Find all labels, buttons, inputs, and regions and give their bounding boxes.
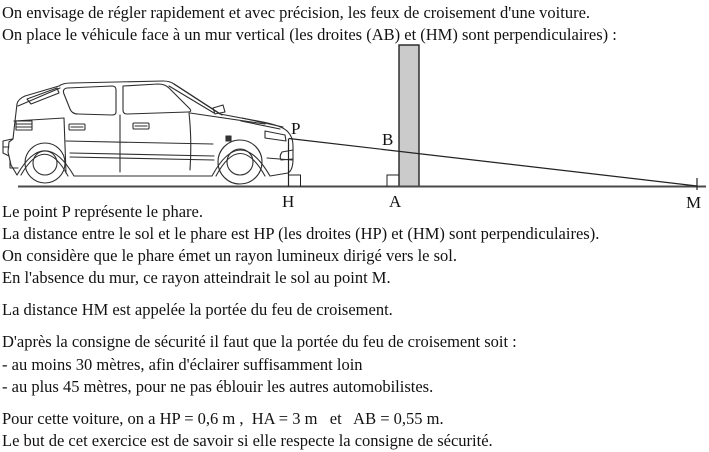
text-au-moins-30: - au moins 30 mètres, afin d'éclairer suffisamment loin xyxy=(2,355,363,374)
car-illustration xyxy=(3,81,293,184)
text-but-exercice: Le but de cet exercice est de savoir si elle respecte la consigne de sécurité. xyxy=(2,431,493,450)
point-label-m: M xyxy=(686,193,702,212)
light-ray-line xyxy=(289,139,697,187)
lower-crease-line1 xyxy=(70,153,214,156)
text-absence-mur: En l'absence du mur, ce rayon atteindrait le sol au point M. xyxy=(2,268,391,287)
intro-line-1: On envisage de régler rapidement et avec précision, les feux de croisement d'une voiture. xyxy=(2,3,591,22)
point-label-a: A xyxy=(389,192,402,211)
lower-crease-line2 xyxy=(70,157,214,160)
front-door-seam xyxy=(189,113,191,170)
point-label-b: B xyxy=(382,130,394,149)
tail-light xyxy=(16,121,32,130)
side-indicator xyxy=(226,136,231,141)
text-au-plus-45: - au plus 45 mètres, pour ne pas éblouir les autres automobilistes. xyxy=(2,377,434,396)
wall xyxy=(399,45,419,187)
windshield-inner-line xyxy=(169,86,214,113)
text-distance-hp: La distance entre le sol et le phare est HP (les droites (HP) et (HM) sont perpendiculaires). xyxy=(2,224,600,243)
intro-line-2: On place le véhicule face à un mur vertical (les droites (AB) et (HM) sont perpendiculaires) : xyxy=(2,25,617,44)
rear-bumper xyxy=(3,139,12,156)
right-angle-mark-h xyxy=(289,175,301,187)
belt-line-front xyxy=(190,113,265,124)
text-valeurs: Pour cette voiture, on a HP = 0,6 m , HA = 3 m et AB = 0,55 m. xyxy=(2,409,444,428)
text-consigne: D'après la consigne de sécurité il faut que la portée du feu de croisement soit : xyxy=(2,332,517,351)
side-mirror xyxy=(213,105,225,114)
text-portee: La distance HM est appelée la portée du feu de croisement. xyxy=(2,300,393,319)
front-wheel-arch xyxy=(216,154,265,177)
figure-geometry xyxy=(18,45,706,212)
rear-door-window xyxy=(63,86,116,115)
right-angle-mark-a xyxy=(387,175,399,187)
front-bumper-lines xyxy=(280,150,293,160)
text-point-p: Le point P représente le phare. xyxy=(2,202,203,221)
headlight-shape xyxy=(265,131,286,141)
hatch-edge-line xyxy=(18,88,60,106)
text-rayon: On considère que le phare émet un rayon lumineux dirigé vers le sol. xyxy=(2,246,457,265)
car-body-outline xyxy=(8,81,293,176)
point-label-p: P xyxy=(291,119,301,138)
front-wheel-hub xyxy=(227,149,253,175)
point-label-h: H xyxy=(282,192,295,211)
tail-light-lines xyxy=(16,124,32,127)
